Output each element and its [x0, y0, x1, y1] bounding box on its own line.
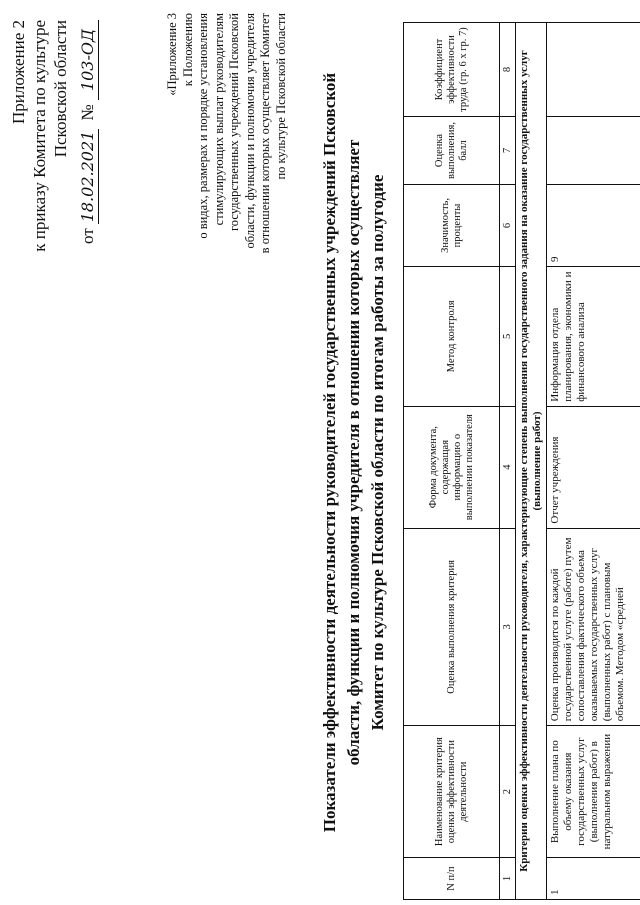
column-number: 5 [500, 266, 516, 406]
column-number: 3 [500, 528, 516, 726]
column-header: N п/п [404, 858, 500, 900]
column-number: 2 [500, 726, 516, 858]
appendix3-line: «Приложение 3 [165, 13, 179, 96]
appendix-header [8, 10, 99, 345]
appendix3-line: в отношении которых осуществляет Комитет [258, 13, 272, 254]
criteria-table [403, 22, 640, 900]
appendix3-line: по культуре Псковской области [273, 13, 288, 180]
column-header: Значимость, проценты [404, 185, 500, 267]
column-header: Форма документа, содержащая информацию о выполнении показателя [404, 406, 500, 528]
column-number: 8 [500, 23, 516, 117]
appendix3-block [165, 5, 289, 313]
row-number: 1 [547, 858, 640, 900]
criterion-evaluation: Оценка производится по каждой государственной услуге (работе) путем сопоставления фактического объема оказываемых государственных услуг (выполненных работ) с плановым объемом. Методом «средней [547, 528, 640, 726]
appendix3-line: к Положению [180, 13, 195, 87]
title-line: Комитет по культуре Псковской области по итогам работы за полугодие [368, 174, 387, 731]
column-header: Коэффициент эффективности труда (гр. 6 х гр. 7) [404, 23, 500, 117]
appendix3-line: стимулирующих выплат руководителям [211, 13, 226, 226]
document-title [318, 20, 390, 885]
table-header-row [404, 23, 500, 900]
column-header: Оценка выполнения, балл [404, 117, 500, 185]
appendix-title: Приложение 2 [9, 20, 28, 124]
column-number: 6 [500, 185, 516, 267]
date-signature: 18.02.2021 [78, 130, 97, 223]
from-label: от [78, 228, 97, 244]
column-header: Оценка выполнения критерия [404, 528, 500, 726]
document-form: Отчет учреждения [547, 406, 640, 528]
column-number-row [500, 23, 516, 900]
number-label: № [78, 104, 97, 121]
title-line: Показатели эффективности деятельности руководителей государственных учреждений Псковской [320, 72, 339, 833]
column-number: 4 [500, 406, 516, 528]
efficiency-coefficient [547, 23, 640, 117]
weight-percent: 9 [547, 185, 640, 267]
appendix3-line: государственных учреждений Псковской [227, 13, 241, 232]
column-header: Метод контроля [404, 266, 500, 406]
order-reference: к приказу Комитета по культуре [30, 20, 49, 252]
column-header: Наименование критерия оценки эффективности деятельности [404, 726, 500, 858]
number-signature: 103-ОД [77, 20, 99, 100]
appendix3-line: области, функции и полномочия учредителя [242, 13, 257, 249]
criterion-name: Выполнение плана по объему оказания государственных услуг (выполнения работ) в натуральном выражении [547, 726, 640, 858]
title-line: области, функции и полномочия учредителя в отношении которых осуществляет [344, 139, 363, 766]
table-row [547, 23, 640, 900]
score-value [547, 117, 640, 185]
control-method: Информация отдела планирования, экономики и финансового анализа [547, 266, 640, 406]
section-title: Критерии оценки эффективности деятельности руководителя, характеризующие степень выполнения государственного задания на оказание государственных услуг (выполнение работ) [516, 23, 547, 900]
column-number: 7 [500, 117, 516, 185]
section-row [516, 23, 547, 900]
column-number: 1 [500, 858, 516, 900]
appendix3-line: о видах, размерах и порядке установления [196, 13, 210, 239]
date-number-line [77, 10, 99, 345]
region-name: Псковской области [51, 20, 70, 158]
